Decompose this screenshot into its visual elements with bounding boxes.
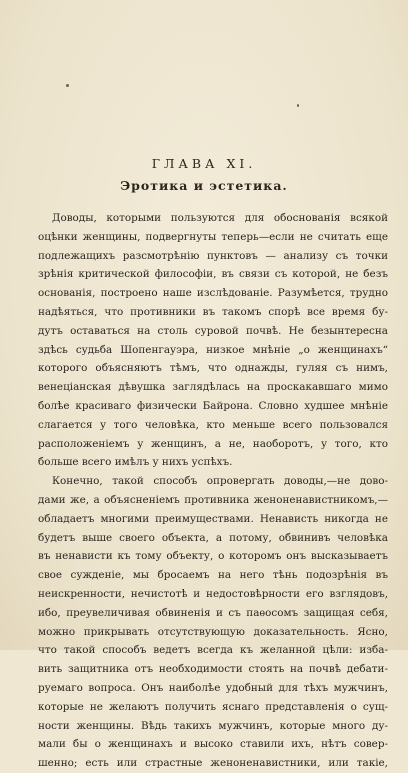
text-line: расположеніемъ у женщинъ, а не, наоборотъ, у того, кто [38, 437, 388, 450]
text-line: можно прикрывать отсутствующую доказательность. Ясно, [38, 625, 388, 638]
text-line: подлежащихъ разсмотрѣнію пунктовъ — анализу съ точки [38, 249, 388, 262]
text-line: ности женщины. Вѣдь такихъ мужчинъ, которые много ду- [38, 719, 388, 732]
text-line: свое сужденіе, мы бросаемъ на него тѣнь подозрѣнія въ [38, 569, 388, 582]
text-line: Конечно, такой способъ опровергать доводы,—не дово- [52, 475, 388, 488]
text-line: дутъ оставаться на столь суровой почвѣ. Не безынтересна [38, 324, 388, 337]
text-line: зрѣнія критической философіи, въ связи съ которой, не безъ [38, 268, 388, 281]
text-line: въ ненависти къ тому объекту, о которомъ онъ высказываетъ [38, 550, 388, 563]
text-line: надѣяться, что противники въ такомъ спорѣ все время бу- [38, 305, 388, 318]
text-line: руемаго вопроса. Онъ наиболѣе удобный для тѣхъ мужчинъ, [38, 681, 388, 694]
text-line: основанія, построено наше изслѣдованіе. Разумѣется, трудно [38, 287, 388, 300]
page-body [38, 209, 388, 773]
chapter-title: Эротика и эстетика. [120, 178, 288, 193]
text-line: болѣе красиваго физически Байрона. Словно худшее мнѣніе [38, 399, 388, 412]
text-line: шенно; есть или страстные женоненавистники, или такіе, [38, 757, 388, 770]
text-line: здѣсь судьба Шопенгауэра, низкое мнѣніе „о женщинахъ“ [38, 343, 388, 356]
text-line: дами же, а объясненіемъ противника женоненавистникомъ,— [38, 493, 388, 506]
text-line: которые не желаютъ получить яснаго представленія о сущ- [38, 700, 388, 713]
text-line: что такой способъ ведетъ всегда къ желанной цѣли: изба- [38, 644, 388, 657]
ink-speck [66, 84, 69, 87]
text-line: венеціанская дѣвушка заглядѣлась на проскакавшаго мимо [38, 381, 388, 394]
text-line: оцѣнки женщины, подвергнуты теперь—если не считать еще [38, 230, 388, 243]
text-line: больше всего имѣлъ у нихъ успѣхъ. [38, 456, 233, 469]
text-line: неискренности, нечистотѣ и недостовѣрности его взглядовъ, [38, 587, 388, 600]
text-line: которого объясняютъ тѣмъ, что однажды, гуляя съ нимъ, [38, 362, 388, 375]
text-line: слагается у того человѣка, кто меньше всего пользовался [38, 418, 388, 431]
chapter-heading: ГЛАВА XI. [151, 156, 257, 171]
text-line: будетъ выше своего объекта, а потому, обвинивъ человѣка [38, 531, 388, 544]
text-line: мали бы о женщинахъ и высоко ставили ихъ, нѣтъ совер- [38, 738, 388, 751]
text-line: вить защитника отъ необходимости стоять на почвѣ дебати- [38, 663, 388, 676]
ink-speck [297, 104, 299, 107]
text-line: обладаетъ многими преимуществами. Ненависть никогда не [38, 512, 388, 525]
text-line: Доводы, которыми пользуются для обоснованія всякой [52, 212, 388, 224]
text-line: ибо, преувеличивая обвиненія и съ паѳосомъ защищая себя, [38, 606, 388, 619]
